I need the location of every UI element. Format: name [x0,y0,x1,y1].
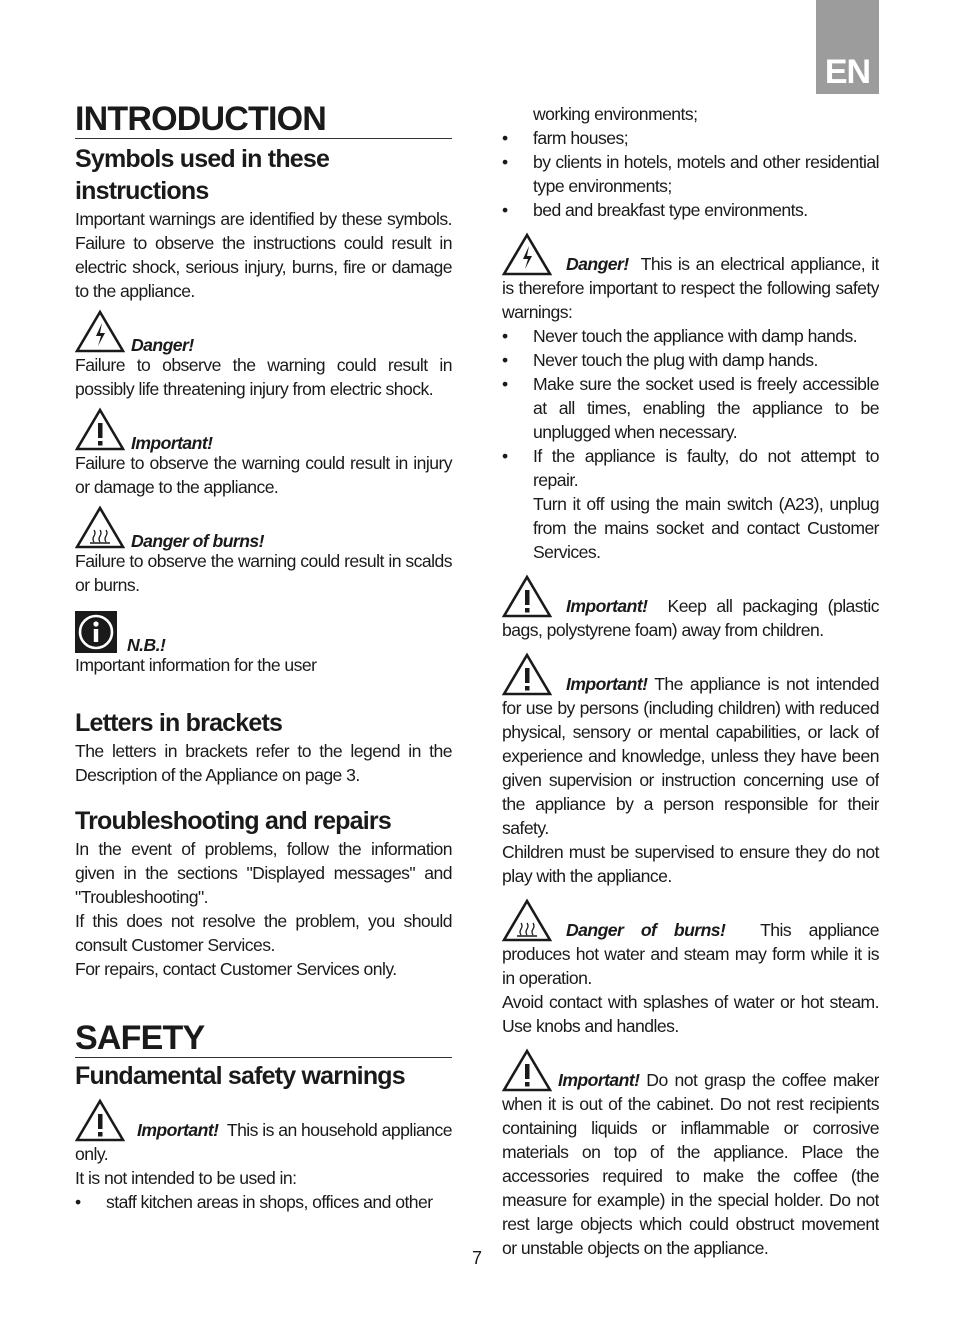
persons-warning [502,652,879,840]
warning-icon [502,1048,552,1092]
introduction-title: INTRODUCTION [75,100,452,139]
important-label: Important! [131,433,213,453]
environments-list-continued [502,102,879,222]
info-icon [75,611,117,653]
list-item: • Make sure the socket used is freely accessible at all times, enabling the appliance to be unplugged when necessary. [502,372,879,444]
grasp-warning [502,1048,879,1260]
grasp-text: Do not grasp the coffee maker when it is out of the cabinet. Do not rest recipients containing liquids or inflammable or corrosive materials on top of the appliance. Place the accessories required to make the coffee (the measure for example) in the special holder. Do not rest large objects which could obstruct movement or unstable objects on the appliance. [502,1070,879,1258]
burns-symbol-row [75,509,452,549]
nb-symbol-row [75,607,452,653]
danger-text: Failure to observe the warning could result in possibly life threatening injury from electric shock. [75,355,452,399]
list-item: • staff kitchen areas in shops, offices and other [75,1190,452,1214]
packaging-label: Important! [566,596,648,616]
electrical-label: Danger! [566,254,629,274]
hotwater-text: This appliance produces hot water and steam may form while it is in operation. [502,920,879,988]
troubleshooting-heading: Troubleshooting and repairs [75,807,391,835]
letters-heading: Letters in brackets [75,709,283,737]
danger-label: Danger! [131,335,194,355]
fundamental-heading: Fundamental safety warnings [75,1062,405,1090]
household-warning [75,1098,452,1166]
electric-danger-icon [75,309,125,353]
hot-surface-icon [502,898,552,942]
symbols-heading: Symbols used in these instructions [75,145,330,205]
warning-icon [75,407,125,451]
safety-list [502,324,879,492]
electrical-text: This is an electrical appliance, it is therefore important to respect the following safety warnings: [502,254,879,322]
packaging-warning [502,574,879,642]
hot-surface-icon [75,505,125,549]
important-text: Failure to observe the warning could result in injury or damage to the appliance. [75,453,452,497]
letters-text: The letters in brackets refer to the legend in the Description of the Appliance on page 3. [75,741,452,785]
safety-title: SAFETY [75,1019,452,1058]
faulty-followup-text: Turn it off using the main switch (A23), unplug from the mains socket and contact Customer Services. [533,494,879,562]
list-item: • If the appliance is faulty, do not attempt to repair. [502,444,879,492]
nb-label: N.B.! [127,635,166,655]
nb-text: Important information for the user [75,655,317,675]
important-symbol-row [75,411,452,451]
warning-icon [75,1098,125,1142]
persons-text: The appliance is not intended for use by persons (including children) with reduced physical, sensory or mental capabilities, or lack of experience and knowledge, unless they have been given supervision or instruction concerning use of the appliance by a person responsible for their safety. [502,674,879,838]
not-intended-text: It is not intended to be used in: [75,1168,297,1188]
troubleshooting-text-1: In the event of problems, follow the information given in the sections "Displayed messages" and "Troubleshooting". [75,839,452,907]
grasp-label: Important! [558,1070,640,1090]
troubleshooting-text-3: For repairs, contact Customer Services only. [75,959,397,979]
household-text: This is an household appliance only. [75,1120,452,1164]
hotwater-label: Danger of burns! [566,920,726,940]
troubleshooting-text-2: If this does not resolve the problem, you should consult Customer Services. [75,911,452,955]
list-item: • working environments; [502,102,879,126]
list-item: • bed and breakfast type environments. [502,198,879,222]
symbols-text: Important warnings are identified by these symbols. Failure to observe the instructions could result in electric shock, serious injury, burns, fire or damage to the appliance. [75,209,452,301]
electric-danger-icon [502,232,552,276]
right-column [502,0,879,1260]
burns-label: Danger of burns! [131,531,264,551]
warning-icon [502,652,552,696]
list-item: • Never touch the plug with damp hands. [502,348,879,372]
danger-symbol-row [75,313,452,353]
splash-text: Avoid contact with splashes of water or hot steam. Use knobs and handles. [502,992,879,1036]
list-item: • Never touch the appliance with damp hands. [502,324,879,348]
electrical-warning [502,232,879,324]
persons-label: Important! [566,674,648,694]
burns-text: Failure to observe the warning could result in scalds or burns. [75,551,452,595]
list-item: • farm houses; [502,126,879,150]
warning-icon [502,574,552,618]
list-item: • by clients in hotels, motels and other residential type environments; [502,150,879,198]
hotwater-warning [502,898,879,990]
page-number: 7 [471,1248,482,1268]
left-column [75,0,452,1214]
language-tab: EN [816,0,879,94]
packaging-text: Keep all packaging (plastic bags, polystyrene foam) away from children. [502,596,879,640]
children-text: Children must be supervised to ensure they do not play with the appliance. [502,842,879,886]
environments-list [75,1190,452,1214]
household-label: Important! [137,1120,219,1140]
